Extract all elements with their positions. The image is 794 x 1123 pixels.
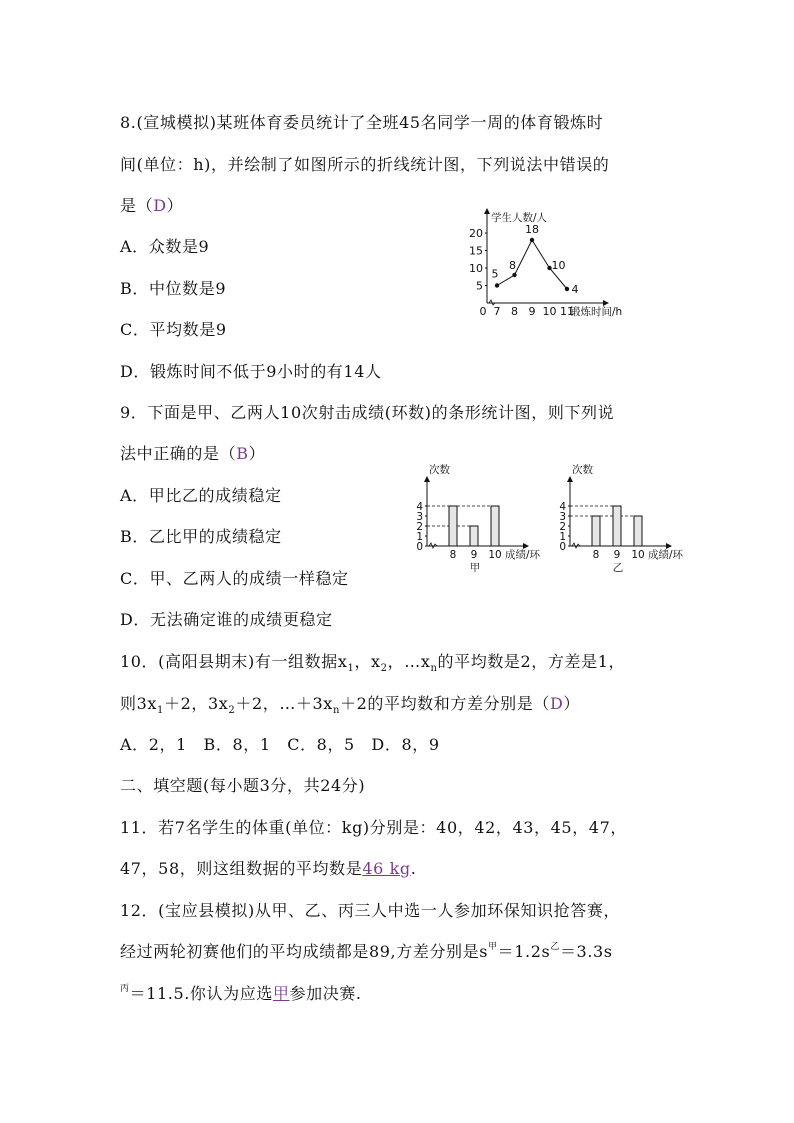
x-axis-label: 成绩/环	[505, 549, 541, 561]
y-tick-label: 2	[559, 521, 566, 533]
q11-period: .	[410, 859, 417, 878]
data-label: 8	[509, 259, 516, 272]
q12-answer: 甲	[272, 984, 290, 1003]
data-label: 18	[525, 223, 539, 236]
y-tick-label: 1	[559, 531, 566, 543]
y-axis-arrow	[424, 476, 430, 482]
q9-bar-chart-jia	[405, 460, 555, 580]
x-tick-label: 9	[613, 549, 621, 561]
q8-answer: D	[153, 196, 167, 215]
q12-text-a: 经过两轮初赛他们的平均成绩都是89,方差分别是s	[120, 942, 489, 961]
q11-stem: 47，58，则这组数据的平均数是	[120, 859, 363, 878]
y-tick-label: 4	[559, 501, 566, 513]
x-tick-label: 9	[528, 305, 536, 318]
q10-text-b: ，x	[354, 652, 381, 671]
y-tick-label: 10	[469, 262, 483, 275]
q12-text-c: ＝1.2s	[497, 942, 551, 961]
y-tick-label: 2	[416, 521, 423, 533]
q10-text-g: ＋2，…＋3x	[235, 694, 333, 713]
y-axis-arrow	[567, 476, 573, 482]
x-tick-label: 8	[592, 549, 600, 561]
y-tick-label: 1	[416, 531, 423, 543]
q10-paren-close: ）	[563, 694, 581, 713]
q8-option-c: C．平均数是9	[120, 320, 227, 339]
q9-bar-chart-yi	[548, 460, 698, 580]
q10-sub-5: 2	[228, 705, 236, 717]
x-axis-label: 锻炼时间/h	[570, 306, 623, 318]
q10-sub-4: 1	[157, 705, 164, 717]
data-point	[565, 287, 569, 291]
data-label: 5	[491, 267, 499, 281]
q12-text-e: ＝3.3s	[559, 942, 613, 961]
q10-line-1	[120, 649, 625, 674]
bar	[449, 506, 457, 546]
q10-sub-2: 2	[380, 663, 388, 675]
x-tick-label: 8	[449, 549, 457, 561]
bar	[613, 506, 621, 546]
bar	[470, 526, 478, 546]
chart-title: 甲	[469, 562, 481, 574]
q10-text-c: ，…x	[387, 652, 431, 671]
q11-line-2	[120, 856, 416, 879]
q10-text-e: 则3x	[120, 694, 158, 713]
q10-text-f: ＋2，3x	[163, 694, 229, 713]
q12-sub-yi: 乙	[550, 942, 560, 952]
q9-option-c: C．甲、乙两人的成绩一样稳定	[120, 569, 349, 588]
y-tick-label: 5	[476, 279, 483, 293]
q9-answer: B	[236, 444, 249, 463]
q11-answer: 46 kg	[362, 859, 411, 878]
y-tick-label: 3	[416, 511, 423, 523]
q12-sub-bing: 丙	[120, 984, 130, 994]
q12-line-3	[120, 981, 362, 1004]
q8-line-1: 8.(宣城模拟)某班体育委员统计了全班45名同学一周的体育锻炼时	[120, 113, 604, 132]
data-point	[530, 238, 534, 242]
x-tick-label: 7	[493, 305, 501, 318]
y-axis-label: 次数	[572, 464, 593, 476]
data-point	[512, 273, 516, 277]
q8-option-a: A．众数是9	[120, 237, 210, 256]
q10-text-d: 的平均数是2，方差是1，	[437, 652, 626, 671]
q8-stem-end: 是（	[120, 196, 154, 215]
q12-line-2	[120, 939, 613, 962]
x-tick-label: 10	[488, 549, 502, 561]
q12-text-b: ＝11.5.你认为应选	[129, 984, 273, 1003]
y-tick-label: 0	[559, 541, 566, 553]
q10-options: A．2，1 B．8，1 C．8，5 D．8，9	[120, 735, 440, 754]
q8-option-d: D．锻炼时间不低于9小时的有14人	[120, 362, 382, 381]
q12-text-end: 参加决赛.	[289, 984, 362, 1003]
q9-option-b: B．乙比甲的成绩稳定	[120, 527, 282, 546]
y-axis-label: 次数	[429, 464, 450, 476]
y-tick-label: 20	[469, 227, 483, 240]
chart-title: 乙	[612, 562, 624, 574]
bar	[491, 506, 499, 546]
q9-option-a: A．甲比乙的成绩稳定	[120, 486, 282, 505]
x-tick-label: 10	[631, 549, 645, 561]
q10-sub-6: n	[332, 705, 340, 717]
x-tick-label: 0	[479, 305, 487, 318]
q10-text-a: 10．(高阳县期末)有一组数据x	[120, 652, 348, 671]
q11-line-1: 11．若7名学生的体重(单位：kg)分别是：40，42，43，45，47，	[120, 818, 627, 837]
q10-line-2	[120, 691, 580, 716]
bar	[592, 516, 600, 546]
q12-sub-jia: 甲	[488, 942, 498, 952]
q9-paren-close: ）	[248, 444, 266, 463]
q12-line-1: 12．(宝应县模拟)从甲、乙、丙三人中选一人参加环保知识抢答赛，	[120, 901, 621, 920]
x-axis-label: 成绩/环	[648, 549, 684, 561]
q8-line-2: 间(单位：h)，并绘制了如图所示的折线统计图，下列说法中错误的	[120, 155, 610, 174]
bar	[634, 516, 642, 546]
section-2-heading: 二、填空题(每小题3分，共24分)	[120, 776, 366, 795]
y-axis-label: 学生人数/人	[491, 212, 548, 224]
x-tick-label: 9	[470, 549, 478, 561]
q10-sub-1: 1	[347, 663, 355, 675]
data-label: 4	[571, 283, 579, 296]
x-tick-label: 8	[511, 305, 518, 318]
y-tick-label: 0	[416, 541, 423, 553]
q9-line-2	[120, 441, 265, 464]
q8-option-b: B．中位数是9	[120, 279, 227, 298]
data-point	[495, 283, 499, 287]
y-tick-label: 15	[469, 244, 483, 258]
q10-text-h: ＋2的平均数和方差分别是（	[339, 694, 550, 713]
q10-answer: D	[549, 694, 564, 713]
q9-option-d: D．无法确定谁的成绩更稳定	[120, 610, 333, 629]
y-axis-arrow	[484, 208, 490, 214]
q8-paren-close: ）	[166, 196, 184, 215]
q10-sub-n: n	[430, 663, 438, 675]
data-label: 10	[551, 259, 566, 272]
y-tick-label: 3	[559, 511, 566, 523]
x-tick-label: 11	[560, 305, 574, 318]
q9-stem-end: 法中正确的是（	[120, 444, 237, 463]
q8-line-chart	[463, 208, 643, 318]
y-tick-label: 4	[416, 501, 423, 513]
q8-line-3	[120, 193, 183, 216]
x-tick-label: 10	[542, 305, 557, 318]
q9-line-1: 9．下面是甲、乙两人10次射击成绩(环数)的条形统计图，则下列说	[120, 403, 615, 422]
